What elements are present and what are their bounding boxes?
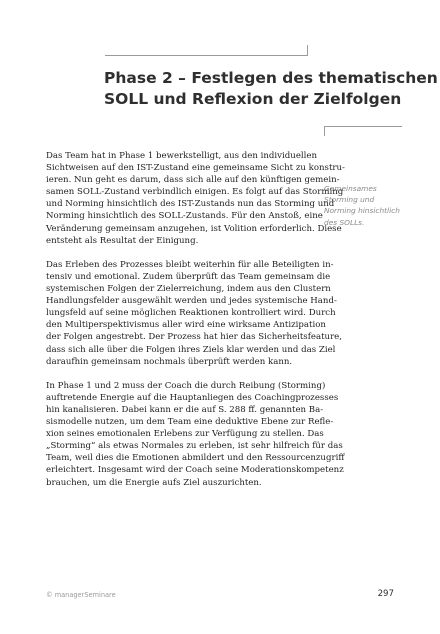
chapter-title-line: Phase 2 – Festlegen des thematischen [104,69,438,87]
text-line: Das Erleben des Prozesses bleibt weiterhin für alle Beteiligten in- [46,259,334,270]
text-line: systemischen Folgen der Zielerreichung, indem aus den Clustern [46,284,331,295]
text-line: und Norming hinsichtlich des IST-Zustands nun das Storming und [46,199,335,210]
text-line: lungsfeld auf seine möglichen Reaktionen kontrolliert wird. Durch [46,308,336,319]
margin-note-line: des SOLLs. [324,217,365,227]
text-line: Sichtweisen auf den IST-Zustand eine gemeinsame Sicht zu konstru- [46,163,345,174]
text-line: entsteht als Resultat der Einigung. [46,235,199,246]
text-line: hin kanalisieren. Dabei kann er die auf S. 288 ff. genannten Ba- [46,404,324,415]
chapter-title-line: SOLL und Reflexion der Zielfolgen [104,90,402,108]
text-line: der Folgen angestrebt. Der Prozess hat hier das Sicherheitsfeature, [46,332,342,343]
chapter-title [104,68,438,110]
margin-note-line: Norming hinsichtlich [324,206,400,216]
header-rule-tick [307,45,308,56]
text-line: den Multiperspektivismus aller wird eine wirksame Antizipation [46,320,326,331]
header-rule [105,55,307,56]
text-line: Norming hinsichtlich des SOLL-Zustands. Für den Anstoß, eine [46,211,323,222]
text-line: tensiv und emotional. Zudem überprüft das Team gemeinsam die [46,271,331,282]
text-line: xion seines emotionalen Erlebens zur Verfügung zu stellen. Das [46,429,324,440]
margin-note-line: Gemeinsames [324,184,377,193]
text-line: Handlungsfelder ausgewählt werden und jedes systemische Hand- [46,296,337,307]
margin-note-line: Storming und [324,195,375,205]
text-line: Das Team hat in Phase 1 bewerkstelligt, aus den individuellen [46,151,318,161]
text-line: daraufhin gemeinsam nochmals überprüft werden kann. [46,356,293,367]
text-line: Team, weil dies die Emotionen abmildert und den Ressourcenzugriff [46,453,345,464]
margin-rule [324,126,325,136]
text-line: brauchen, um die Energie aufs Ziel auszurichten. [46,477,262,488]
text-line: sismodelle nutzen, um dem Team eine deduktive Ebene zur Refle- [46,417,334,428]
text-line: „Storming“ als etwas Normales zu erleben, ist sehr hilfreich für das [46,441,343,452]
paragraph-3 [46,380,345,489]
text-line: auftretende Energie auf die Hauptanliegen des Coachingprozesses [46,392,339,403]
text-line: Veränderung gemeinsam anzugehen, ist Volition erforderlich. Diese [46,223,342,234]
paragraph-2 [46,259,342,368]
text-line: dass sich alle über die Folgen ihres Ziels klar werden und das Ziel [46,344,336,355]
text-line: In Phase 1 und 2 muss der Coach die durch Reibung (Storming) [46,380,326,391]
page-number: 297 [377,589,394,599]
footer-copyright: © managerSeminare [46,591,116,599]
text-line: samen SOLL-Zustand verbindlich einigen. Es folgt auf das Storming [46,187,344,198]
text-line: ieren. Nun geht es darum, dass sich alle auf den künftigen gemein- [46,175,340,186]
text-line: erleichtert. Insgesamt wird der Coach seine Moderationskompetenz [46,465,344,476]
margin-rule-horizontal [324,126,402,127]
